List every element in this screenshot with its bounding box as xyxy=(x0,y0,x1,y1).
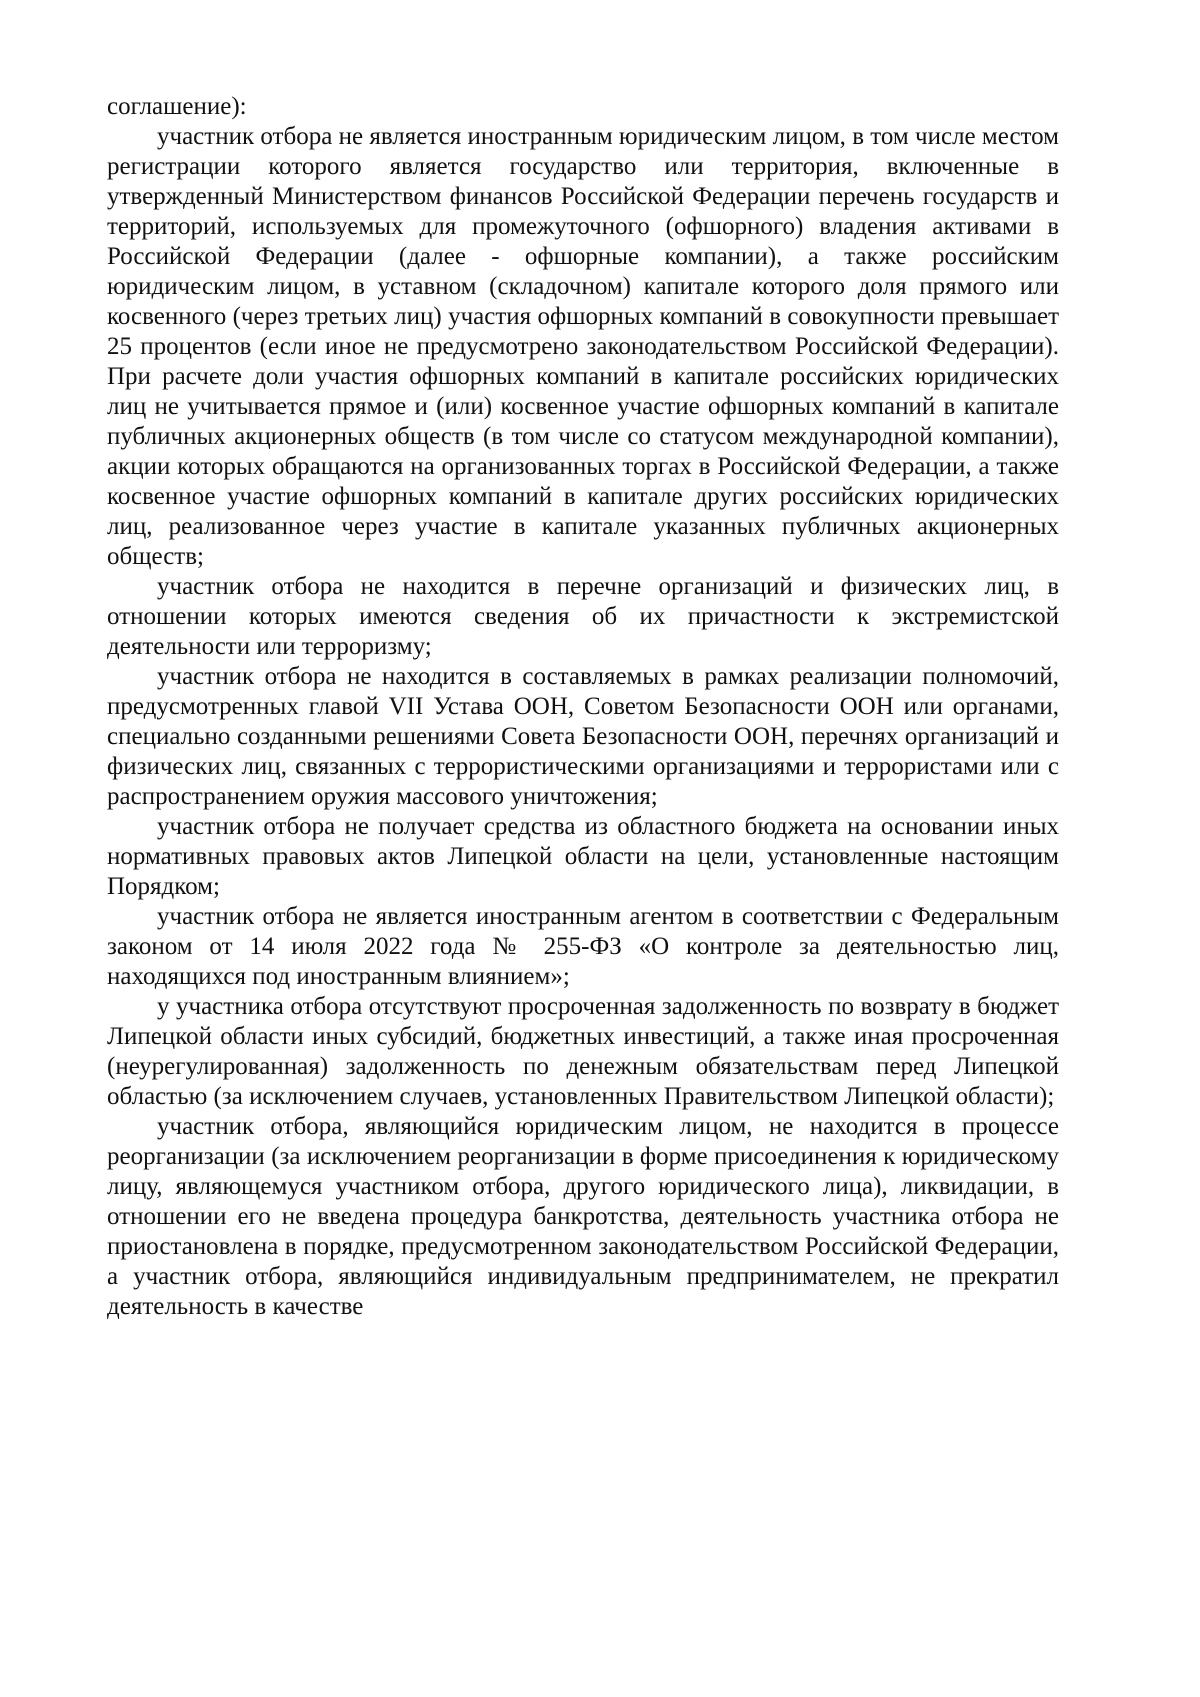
paragraph-extremism-list: участник отбора не находится в перечне организаций и физических лиц, в отношении которых имеются сведения об их причастности к экстремистской деятельности или терроризму; xyxy=(107,573,1059,660)
paragraph-offshore-requirement: участник отбора не является иностранным юридическим лицом, в том числе местом регистрации которого является государство или территория, включенные в утвержденный Министерством финансов Российской Федерации перечень государств и территорий, используемых для промежуточного (офшорного) владения активами в Российской Федерации (далее - офшорные компании), а также российским юридическим лицом, в уставном (складочном) капитале которого доля прямого или косвенного (через третьих лиц) участия офшорных компаний в совокупности превышает 25 процентов (если иное не предусмотрено законодательством Российской Федерации). При расчете доли участия офшорных компаний в капитале российских юридических лиц не учитывается прямое и (или) косвенное участие офшорных компаний в капитале публичных акционерных обществ (в том числе со статусом международной компании), акции которых обращаются на организованных торгах в Российской Федерации, а также косвенное участие офшорных компаний в капитале других российских юридических лиц, реализованное через участие в капитале указанных публичных акционерных обществ; xyxy=(107,123,1059,570)
paragraph-foreign-agent: участник отбора не является иностранным агентом в соответствии с Федеральным законом от 14 июля 2022 года № 255-ФЗ «О контроле за деятельностью лиц, находящихся под иностранным влиянием»; xyxy=(107,903,1059,990)
paragraph-overdue-debt: у участника отбора отсутствуют просроченная задолженность по возврату в бюджет Липецкой области иных субсидий, бюджетных инвестиций, а также иная просроченная (неурегулированная) задолженность по денежным обязательствам перед Липецкой областью (за исключением случаев, установленных Правительством Липецкой области); xyxy=(107,993,1059,1110)
paragraph-reorganization-liquidation: участник отбора, являющийся юридическим лицом, не находится в процессе реорганизации (за исключением реорганизации в форме присоединения к юридическому лицу, являющемуся участником отбора, другого юридического лица), ликвидации, в отношении его не введена процедура банкротства, деятельность участника отбора не приостановлена в порядке, предусмотренном законодательством Российской Федерации, а участник отбора, являющийся индивидуальным предпринимателем, не прекратил деятельность в качестве xyxy=(107,1113,1059,1320)
paragraph-un-sanctions-list: участник отбора не находится в составляемых в рамках реализации полномочий, предусмотренных главой VII Устава ООН, Советом Безопасности ООН или органами, специально созданными решениями Совета Безопасности ООН, перечнях организаций и физических лиц, связанных с террористическими организациями и террористами или с распространением оружия массового уничтожения; xyxy=(107,663,1059,810)
document-page xyxy=(107,92,1059,1322)
paragraph-agreement-tail: соглашение): xyxy=(107,93,247,120)
paragraph-regional-budget-funds: участник отбора не получает средства из областного бюджета на основании иных нормативных правовых актов Липецкой области на цели, установленные настоящим Порядком; xyxy=(107,813,1059,900)
